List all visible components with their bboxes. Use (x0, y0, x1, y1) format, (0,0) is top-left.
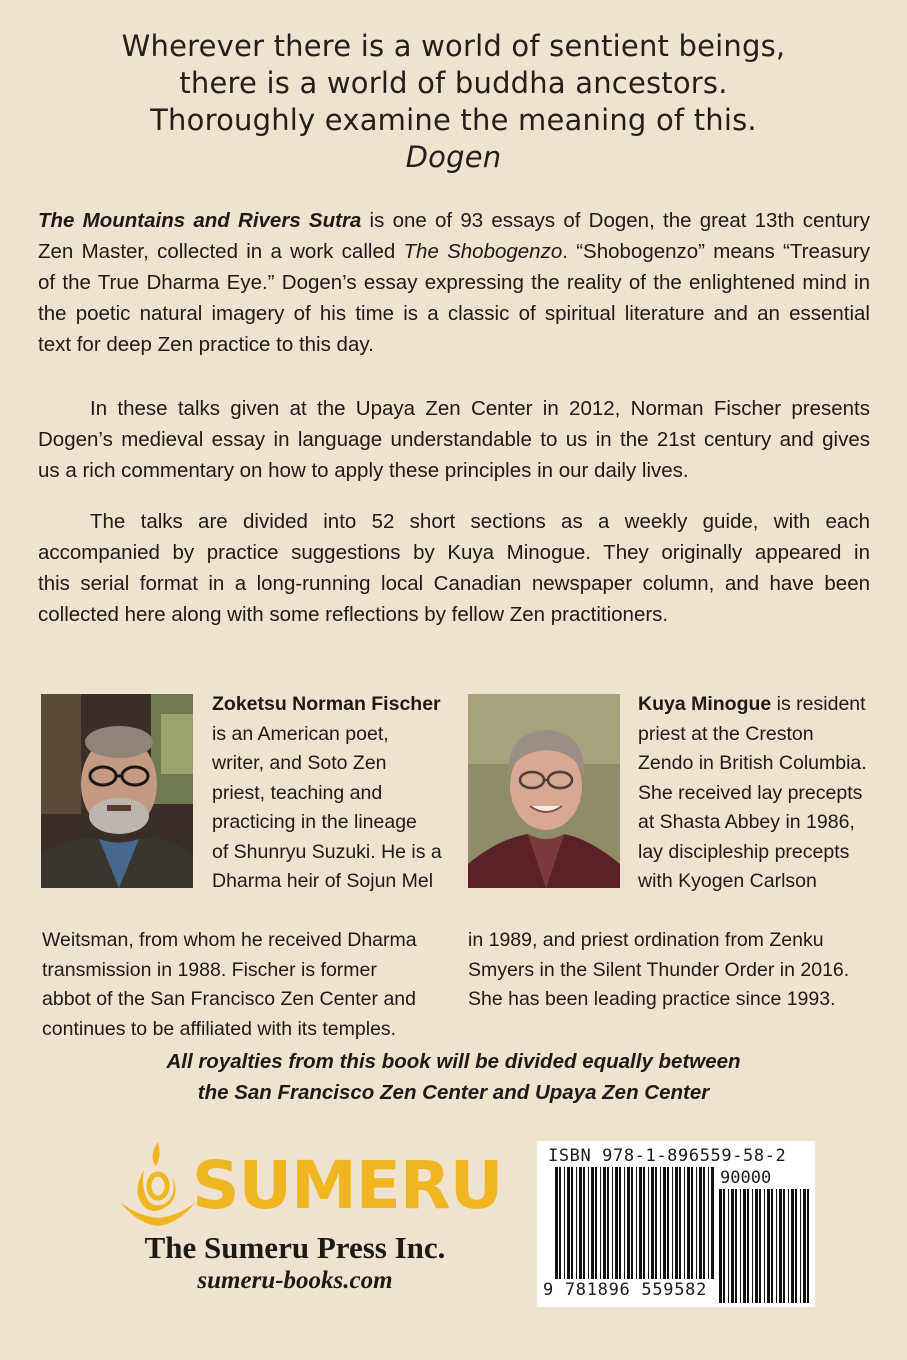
ean-digits: 9 781896 559582 (543, 1280, 708, 1300)
paragraph-line: accompanied by practice suggestions by Kuya Minogue. They originally appeared in (38, 541, 870, 564)
barcode-bar (559, 1167, 561, 1279)
barcode-bar (703, 1167, 705, 1279)
text-span: is resident (771, 693, 866, 715)
barcode-bar (555, 1167, 558, 1279)
publisher-website: sumeru-books.com (197, 1267, 393, 1294)
barcode-bar (719, 1189, 722, 1303)
paragraph-line: In these talks given at the Upaya Zen Center in 2012, Norman Fischer presents (90, 397, 870, 420)
barcode-bar (755, 1189, 758, 1303)
text-span: Zen Master, collected in a work called (38, 240, 404, 263)
bio-line: priest, teaching and (212, 781, 383, 804)
bio-minogue-side (638, 690, 867, 897)
isbn-text: ISBN 978-1-896559-58-2 (548, 1146, 787, 1166)
barcode-bar (728, 1189, 729, 1303)
barcode-bar (571, 1167, 573, 1279)
barcode-bar (807, 1189, 809, 1303)
book-title: The Mountains and Rivers Sutra (38, 209, 362, 232)
barcode-bar (684, 1167, 685, 1279)
barcode-bar (783, 1189, 785, 1303)
paragraph-line: this serial format in a long-running local Canadian newspaper column, and have been (38, 572, 870, 595)
barcode-bar (576, 1167, 577, 1279)
barcode-bar (579, 1167, 582, 1279)
barcode-bar (672, 1167, 673, 1279)
barcode-bar (788, 1189, 789, 1303)
barcode-bar (731, 1189, 734, 1303)
bio-line: abbot of the San Francisco Zen Center and (42, 988, 416, 1010)
bio-line: writer, and Soto Zen (212, 752, 387, 774)
barcode-bar (791, 1189, 794, 1303)
bio-line: priest at the Creston (638, 722, 814, 745)
barcode-bar (764, 1189, 765, 1303)
barcode-bar (655, 1167, 657, 1279)
publisher-logo-text: SUMERU (192, 1147, 503, 1224)
bio-fischer-full (42, 926, 417, 1044)
barcode-bar (776, 1189, 777, 1303)
bio-line: at Shasta Abbey in 1986, (638, 811, 855, 833)
barcode-bar (767, 1189, 770, 1303)
paragraph-line: The talks are divided into 52 short sections as a weekly guide, with each (90, 510, 870, 533)
bio-line (638, 690, 867, 720)
barcode-bar (735, 1189, 737, 1303)
barcode-bar (800, 1189, 801, 1303)
author-photo-fischer (41, 694, 193, 888)
barcode-bar (615, 1167, 618, 1279)
price-code-text: 90000 (720, 1168, 772, 1188)
work-title: The Shobogenzo (403, 240, 563, 263)
bio-minogue-full (468, 926, 849, 1015)
bio-line: continues to be affiliated with its temples. (42, 1017, 397, 1040)
barcode-bar (795, 1189, 797, 1303)
bio-line: She has been leading practice since 1993. (468, 988, 836, 1010)
paragraph-line: of the True Dharma Eye.” Dogen’s essay expressing the reality of the enlightened mind in (38, 271, 870, 294)
barcode-bar (667, 1167, 669, 1279)
description-paragraph-3 (38, 506, 870, 630)
bio-line: Smyers in the Silent Thunder Order in 2016. (468, 958, 850, 981)
barcode-bar (779, 1189, 782, 1303)
bio-line: transmission in 1988. Fischer is former (42, 958, 377, 981)
bio-line: practicing in the lineage (212, 811, 417, 833)
description-paragraph-2 (38, 393, 870, 486)
description-paragraph-1 (38, 205, 870, 360)
paragraph-line: the poetic natural imagery of his time is a classic of spiritual literature and an essential (38, 302, 870, 325)
barcode-bar (740, 1189, 741, 1303)
barcode-bar (711, 1167, 714, 1279)
barcode-bar (564, 1167, 565, 1279)
barcode-bar (771, 1189, 773, 1303)
paragraph-line (38, 205, 870, 236)
barcode-bar (607, 1167, 609, 1279)
bio-line: is an American poet, (212, 722, 389, 745)
epigraph-quote (0, 28, 907, 176)
barcode-bar (648, 1167, 649, 1279)
barcode-bar (687, 1167, 690, 1279)
author-name-minogue: Kuya Minogue (638, 693, 772, 715)
portrait-illustration (468, 694, 620, 888)
quote-line: Wherever there is a world of sentient beings, (121, 29, 786, 63)
bio-line: Weitsman, from whom he received Dharma (42, 929, 417, 951)
barcode-bar (651, 1167, 654, 1279)
royalties-line: the San Francisco Zen Center and Upaya Zen Center (197, 1081, 710, 1104)
text-span: . “Shobogenzo” means “Treasury (562, 240, 871, 263)
barcode-bar (595, 1167, 597, 1279)
barcode-bar (696, 1167, 697, 1279)
royalties-note (0, 1046, 907, 1108)
barcode-bar (691, 1167, 693, 1279)
bio-line: Dharma heir of Sojun Mel (212, 870, 434, 892)
barcode-bar (567, 1167, 570, 1279)
barcode-bar (660, 1167, 661, 1279)
barcode-bar (723, 1189, 725, 1303)
barcode-bar (612, 1167, 613, 1279)
barcode-bar (803, 1189, 806, 1303)
bio-line (212, 690, 442, 720)
barcode-bar (636, 1167, 637, 1279)
bio-line: with Kyogen Carlson (638, 870, 817, 892)
barcode-bar (591, 1167, 594, 1279)
barcode-bar (603, 1167, 606, 1279)
barcode-bar (624, 1167, 625, 1279)
author-name-fischer: Zoketsu Norman Fischer (212, 693, 441, 715)
barcode-bar (752, 1189, 753, 1303)
portrait-illustration (41, 694, 193, 888)
barcode-bar (747, 1189, 749, 1303)
barcode-bar (699, 1167, 702, 1279)
barcode-bar (743, 1189, 746, 1303)
author-photo-minogue (468, 694, 620, 888)
barcode-bar (583, 1167, 585, 1279)
barcode-bar (639, 1167, 642, 1279)
barcode-bar (631, 1167, 633, 1279)
royalties-line: All royalties from this book will be divided equally between (166, 1050, 741, 1073)
bio-line: Zendo in British Columbia. (638, 752, 867, 774)
barcode-bar (708, 1167, 709, 1279)
barcode-bar (759, 1189, 761, 1303)
barcode-bar (627, 1167, 630, 1279)
barcode-bar (663, 1167, 666, 1279)
quote-author: Dogen (405, 140, 502, 174)
barcode-bar (679, 1167, 681, 1279)
paragraph-line (38, 236, 870, 267)
paragraph-line: Dogen’s medieval essay in language understandable to us in the 21st century and gives (38, 428, 870, 451)
publisher-name: The Sumeru Press Inc. (144, 1230, 446, 1265)
text-span: is one of 93 essays of Dogen, the great 13th century (361, 209, 870, 232)
barcode-bar (588, 1167, 589, 1279)
bio-line: lay discipleship precepts (638, 840, 850, 863)
barcode-bar (643, 1167, 645, 1279)
paragraph-line: collected here along with some reflections by fellow Zen practitioners. (38, 603, 669, 626)
bio-fischer-side (212, 690, 442, 897)
quote-line: there is a world of buddha ancestors. (179, 66, 728, 100)
paragraph-line: text for deep Zen practice to this day. (38, 333, 374, 356)
bio-line: of Shunryu Suzuki. He is a (212, 840, 442, 863)
barcode-bar (619, 1167, 621, 1279)
paragraph-line: us a rich commentary on how to apply these principles in our daily lives. (38, 459, 689, 482)
barcode-bar (600, 1167, 601, 1279)
barcode-bar (675, 1167, 678, 1279)
bio-line: in 1989, and priest ordination from Zenku (468, 929, 824, 951)
bio-line: She received lay precepts (638, 781, 863, 804)
quote-line: Thoroughly examine the meaning of this. (150, 103, 757, 137)
